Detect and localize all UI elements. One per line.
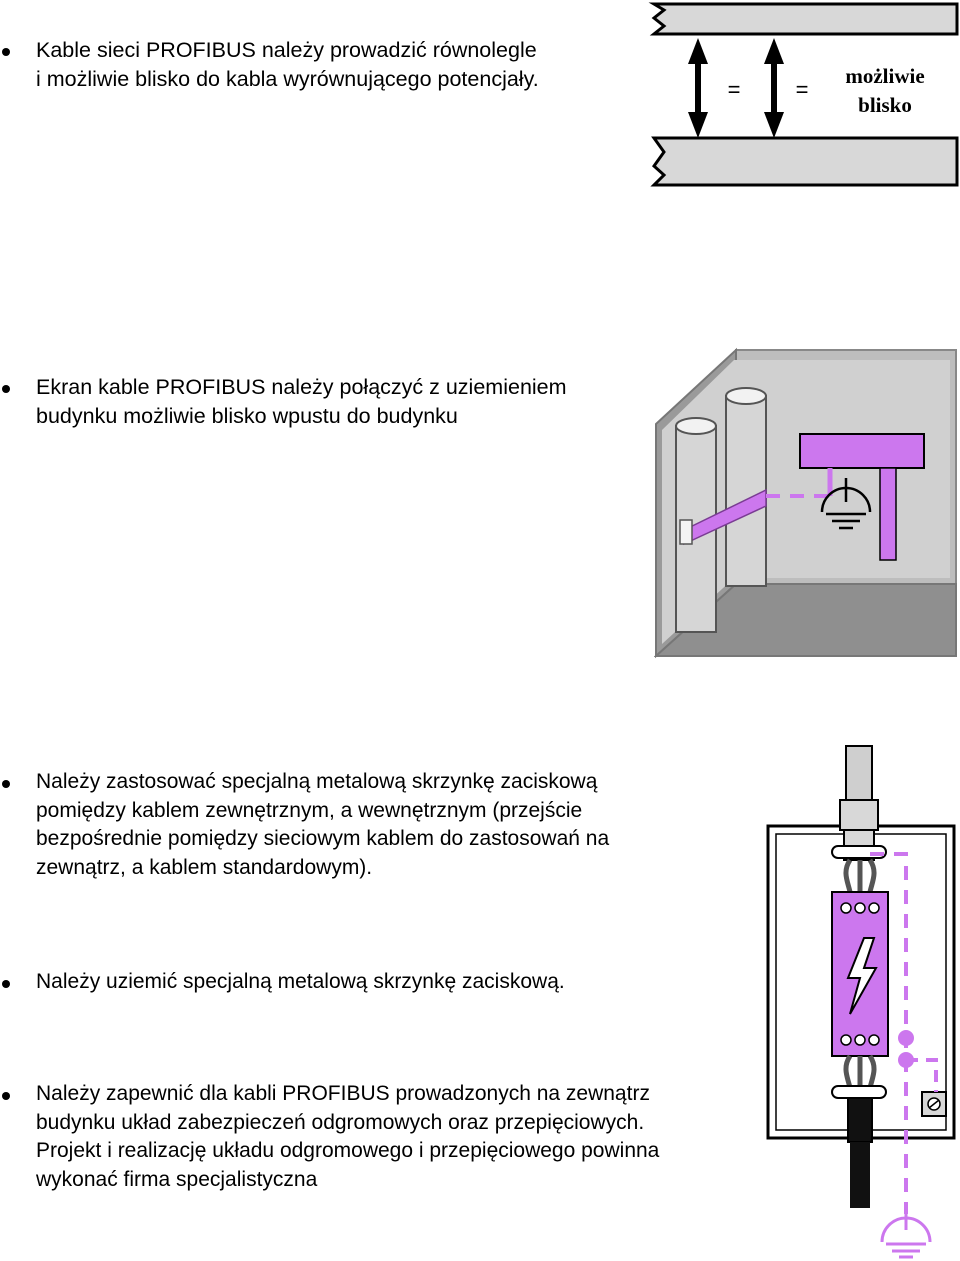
- bullet-text: Należy zapewnić dla kabli PROFIBUS prowadzonych na zewnątrz budynku układ zabezpieczeń odgromowych oraz przepięciowych. Projekt i realizację układu odgromowego i przepięciowego powinna wykonać firma specjalistyczna: [36, 1082, 660, 1191]
- equals-sign-right: =: [795, 77, 809, 102]
- figure-parallel-cables: [620, 0, 960, 200]
- double-arrow-right-icon: [764, 38, 784, 138]
- equals-sign-left: =: [727, 77, 741, 102]
- figure-surge-protection-box: [764, 742, 960, 1261]
- upper-cable: [654, 4, 957, 34]
- label-mozliwie: możliwie: [845, 64, 925, 88]
- bullet-dot: [2, 48, 10, 56]
- bullet-dot: [2, 385, 10, 393]
- lower-cable: [654, 138, 957, 185]
- bullet-text: Należy uziemić specjalną metalową skrzynkę zaciskową.: [36, 970, 565, 993]
- label-blisko: blisko: [858, 93, 912, 117]
- bullet-dot: [2, 1092, 10, 1100]
- bullet-dot: [2, 980, 10, 988]
- bullet-text: Ekran kable PROFIBUS należy połączyć z uziemieniem budynku możliwie blisko wpustu do budynku: [36, 375, 567, 428]
- figure-building-entry-grounding: [654, 344, 960, 662]
- ground-symbol-icon: [882, 1214, 930, 1257]
- bullet-text: Należy zastosować specjalną metalową skrzynkę zaciskową pomiędzy kablem zewnętrznym, a wewnętrznym (przejście bezpośrednie pomiędzy sieciowym kablem do zastosowań na zewnątrz, a kablem standardowym).: [36, 770, 610, 879]
- bullet-dot: [2, 780, 10, 788]
- bullet-text: Kable sieci PROFIBUS należy prowadzić równolegle i możliwie blisko do kabla wyrównującego potencjały.: [36, 38, 539, 91]
- double-arrow-left-icon: [688, 38, 708, 138]
- ground-terminal-icon: [922, 1092, 946, 1116]
- ground-junction-dot: [898, 1030, 914, 1046]
- cable-cylinder-right: [726, 388, 766, 586]
- ground-junction-dot: [898, 1052, 914, 1068]
